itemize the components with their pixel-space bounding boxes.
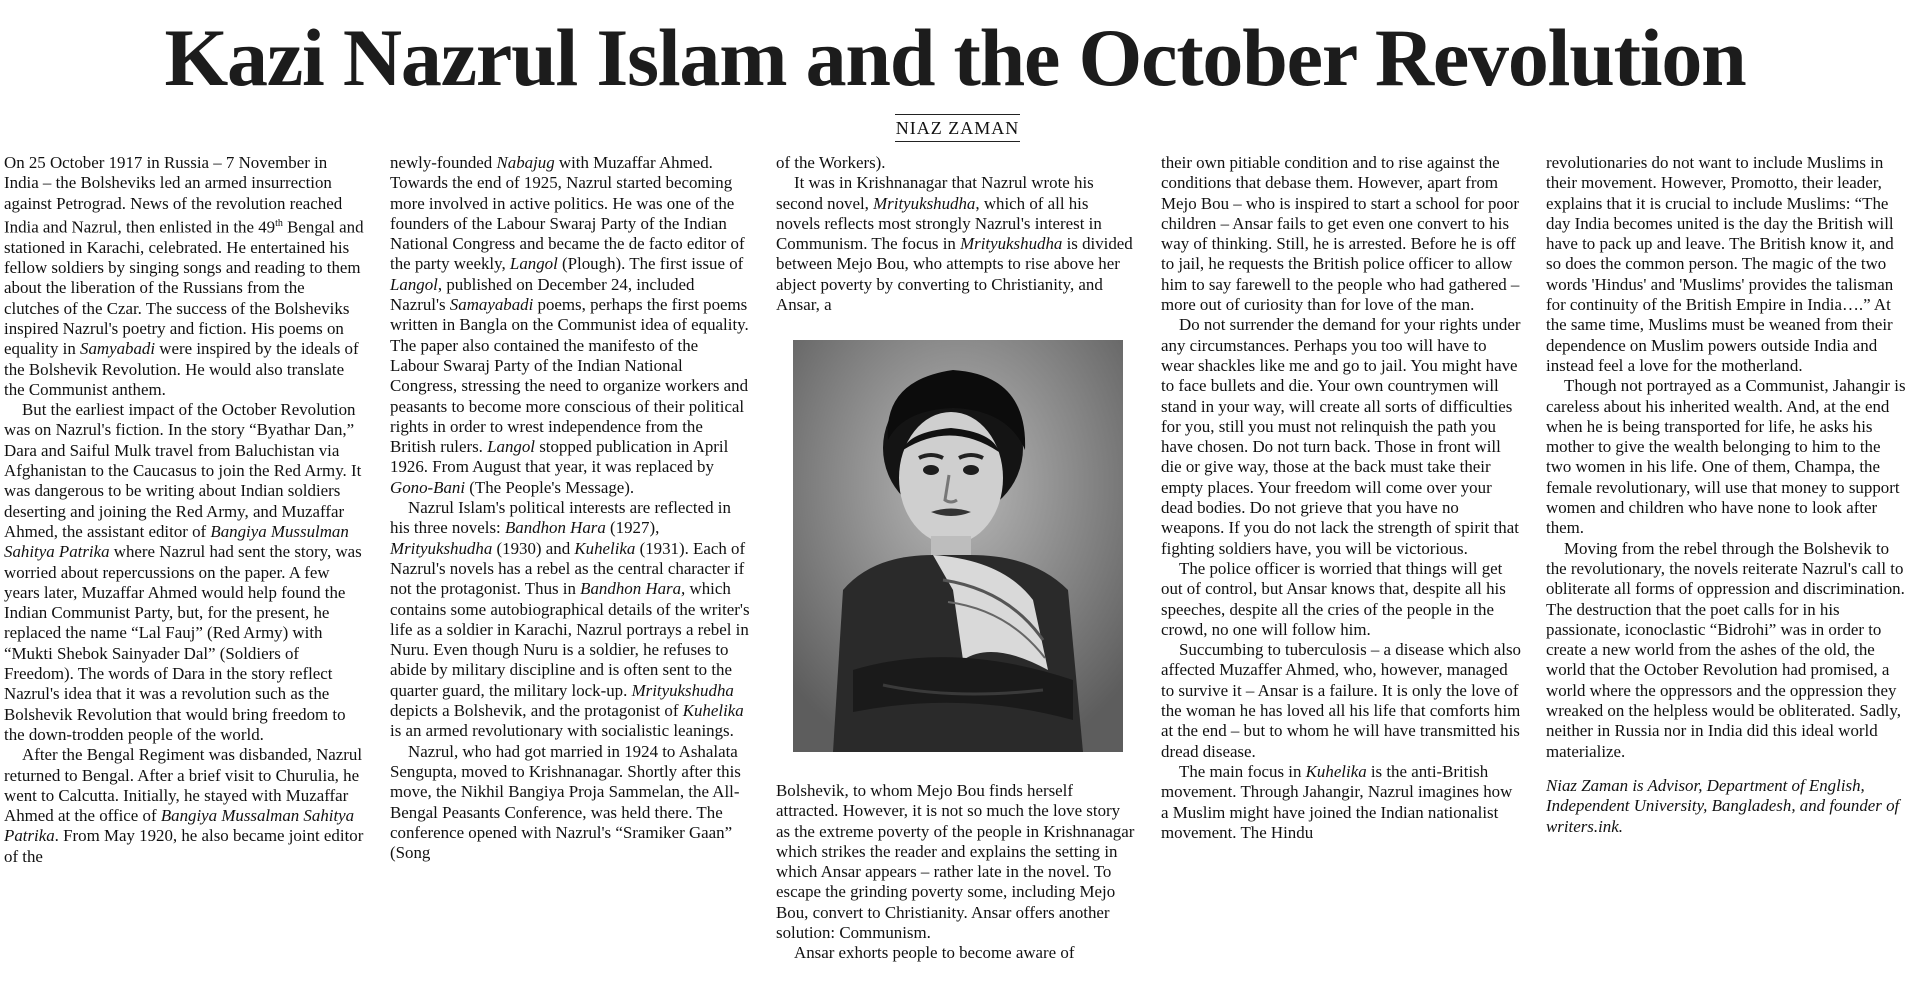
article-column-1	[4, 153, 364, 867]
byline: NIAZ ZAMAN	[895, 114, 1020, 142]
paragraph: After the Bengal Regiment was disbanded, Nazrul returned to Bengal. After a brief visit to Churulia, he went to Calcutta. Initially, he stayed with Muzaffar Ahmed at the office of Bangiya Mussalman Sahitya Patrika. From May 1920, he also became joint editor of the	[4, 745, 364, 866]
paragraph: Ansar exhorts people to become aware of	[794, 943, 1075, 963]
paragraph: On 25 October 1917 in Russia – 7 November in India – the Bolsheviks led an armed insurrection against Petrograd. News of the revolution reached India and Nazrul, then enlisted in the 49th Bengal and stationed in Karachi, celebrated. He entertained his fellow soldiers by singing songs and reading to them about the liberation of the Russians from the clutches of the Czar. The success of the Bolsheviks inspired Nazrul's poetry and fiction. His poems on equality in Samyabadi were inspired by the ideals of the Bolshevik Revolution. He would also translate the Communist anthem.	[4, 153, 364, 399]
article-column-2	[390, 153, 750, 863]
article-column-5	[1546, 153, 1906, 837]
paragraph: The police officer is worried that things will get out of control, but Ansar knows that, despite all his speeches, despite all the cries of the people in the crowd, no one will follow him.	[1161, 558, 1506, 639]
paragraph: Moving from the rebel through the Bolshevik to the revolutionary, the novels reiterate Nazrul's call to obliterate all forms of oppression and discrimination. The destruction that the poet calls for in his passionate, iconoclastic “Bidrohi” was in order to create a new world from the ashes of the old, the world that the October Revolution had promised, a world where the oppressors and the oppression they wreaked on the helpless would be obliterated. Sadly, neither in Russia nor in India did this ideal world materialize.	[1546, 538, 1905, 761]
author-portrait-photo	[793, 340, 1123, 752]
paragraph: revolutionaries do not want to include Muslims in their movement. However, Promotto, their leader, explains that it is crucial to include Muslims: “The day India becomes united is the day the British will have to pack up and leave. The British know it, and so does the common person. The magic of the two words 'Hindus' and 'Muslims' provides the talisman for continuity of the British Empire in India….” At the same time, Muslims must be weaned from their dependence on Muslim powers outside India and instead feel a love for the motherland.	[1546, 153, 1894, 375]
paragraph: But the earliest impact of the October Revolution was on Nazrul's fiction. In the story “Byathar Dan,” Dara and Saiful Mulk travel from Baluchistan via Afghanistan to the Caucasus to join the Red Army. It was dangerous to be writing about Indian soldiers deserting and joining the Red Army, and Muzaffar Ahmed, the assistant editor of Bangiya Mussulman Sahitya Patrika where Nazrul had sent the story, was worried about repercussions on the paper. A few years later, Muzaffar Ahmed would help found the Indian Communist Party, but, for the present, he replaced the name “Lal Fauj” (Red Army) with “Mukti Shebok Sainyader Dal” (Soldiers of Freedom). The words of Dara in the story reflect Nazrul's idea that it was a revolution such as the Bolshevik Revolution that would bring freedom to the down-trodden people of the world.	[4, 400, 362, 744]
paragraph: Nazrul Islam's political interests are reflected in his three novels: Bandhon Hara (1927), Mrityukshudha (1930) and Kuhelika (1931). Each of Nazrul's novels has a rebel as the central character if not the protagonist. Thus in Bandhon Hara, which contains some autobiographical details of the writer's life as a soldier in Karachi, Nazrul portrays a rebel in Nuru. Even though Nuru is a soldier, he refuses to abide by military discipline and is often sent to the quarter guard, the military lock-up. Mrityukshudha depicts a Bolshevik, and the protagonist of Kuhelika is an armed revolutionary with socialistic leanings.	[390, 498, 750, 741]
article-column-3-top	[776, 153, 1136, 315]
paragraph: Nazrul, who had got married in 1924 to Ashalata Sengupta, moved to Krishnanagar. Shortly after this move, the Nikhil Bangiya Proja Sammelan, the All-Bengal Peasants Conference, was held there. The conference opened with Nazrul's “Sramiker Gaan” (Song	[390, 741, 741, 863]
paragraph: of the Workers).	[776, 153, 886, 172]
paragraph: Though not portrayed as a Communist, Jahangir is careless about his inherited wealth. And, at the end when he is being transported for life, he asks his mother to give the wealth belonging to him to the two women in his life. One of them, Champa, the female revolutionary, will use that money to support women and children who have none to look after them.	[1546, 376, 1906, 538]
article-column-4	[1161, 153, 1521, 843]
portrait-illustration	[793, 340, 1123, 752]
author-bio-text: Niaz Zaman is Advisor, Department of English, Independent University, Bangladesh, and founder of writers.ink.	[1546, 775, 1900, 836]
article-column-3-bottom	[776, 781, 1136, 964]
paragraph: newly-founded Nabajug with Muzaffar Ahmed. Towards the end of 1925, Nazrul started becoming more involved in active politics. He was one of the founders of the Labour Swaraj Party of the Indian National Congress and became the de facto editor of the party weekly, Langol (Plough). The first issue of Langol, published on December 24, included Nazrul's Samayabadi poems, perhaps the first poems written in Bangla on the Communist idea of equality. The paper also contained the manifesto of the Labour Swaraj Party of the Indian National Congress, stressing the need to organize workers and peasants to become more conscious of their political rights in order to wrest independence from the British rulers. Langol stopped publication in April 1926. From August that year, it was replaced by Gono-Bani (The People's Message).	[390, 153, 749, 497]
paragraph: It was in Krishnanagar that Nazrul wrote his second novel, Mrityukshudha, which of all his novels reflects most strongly Nazrul's interest in Communism. The focus in Mrityukshudha is divided between Mejo Bou, who attempts to rise above her abject poverty by converting to Christianity, and Ansar, a	[776, 173, 1133, 315]
quoted-paragraph: Do not surrender the demand for your rights under any circumstances. Perhaps you too will have to wear shackles like me and go to jail. You might have to face bullets and die. Your own countrymen will stand in your way, will create all sorts of difficulties for you, still you must not relinquish the path you have chosen. Do not turn back. Those in front will die or give way, those at the back must take their empty places. Your freedom will come over your dead bodies. Do not grieve that you have no weapons. If you do not lack the strength of spirit that fighting soldiers have, you will be victorious.	[1161, 315, 1521, 558]
paragraph: Bolshevik, to whom Mejo Bou finds herself attracted. However, it is not so much the love story as the extreme poverty of the people in Krishnanagar which strikes the reader and explains the setting in which Ansar appears – rather late in the novel. To escape the grinding poverty some, including Mejo Bou, convert to Christianity. Ansar offers another solution: Communism.	[776, 781, 1135, 943]
paragraph: Succumbing to tuberculosis – a disease which also affected Muzaffer Ahmed, who, however, managed to survive it – Ansar is a failure. It is only the love of the woman he has loved all his life that comforts him at the end – but to whom he will have transmitted his dread disease.	[1161, 640, 1521, 761]
author-bio	[1546, 776, 1906, 837]
paragraph: their own pitiable condition and to rise against the conditions that debase them. However, apart from Mejo Bou – who is inspired to start a school for poor children – Ansar fails to get even one convert to his way of thinking. Still, he is arrested. Before he is off to jail, he requests the British police officer to allow him to say farewell to the people who had gathered – more out of curiosity than for love of the man.	[1161, 153, 1520, 315]
paragraph: The main focus in Kuhelika is the anti-British movement. Through Jahangir, Nazrul imagines how a Muslim might have joined the Indian nationalist movement. The Hindu	[1161, 761, 1513, 842]
headline: Kazi Nazrul Islam and the October Revolution	[164, 12, 1746, 103]
